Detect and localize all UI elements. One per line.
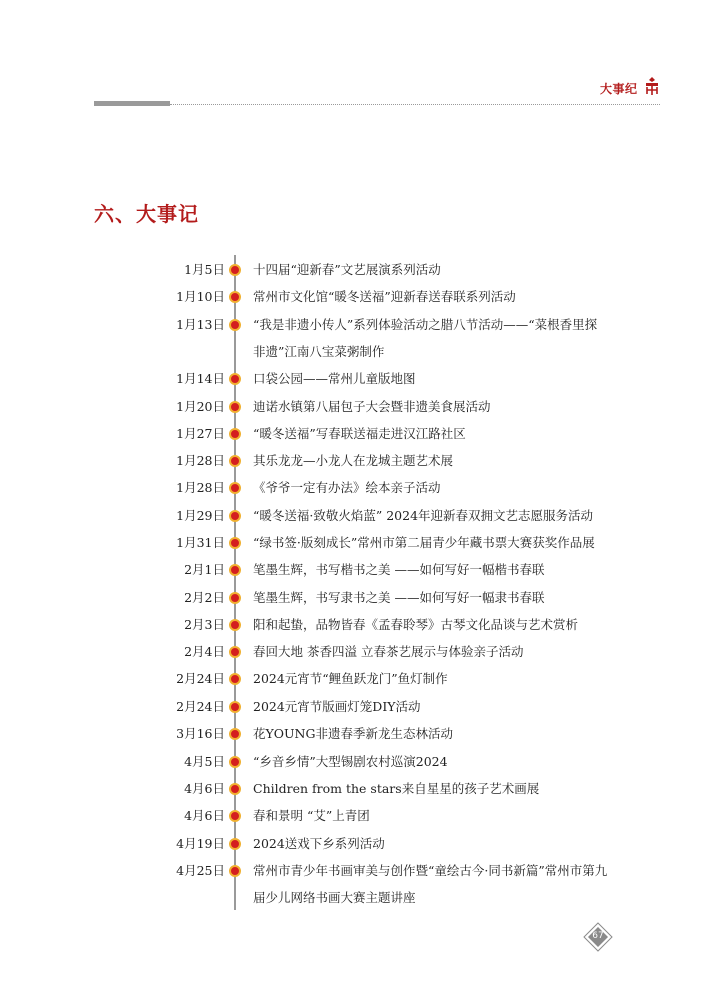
timeline-event: “我是非遗小传人”系列体验活动之腊八节活动——“菜根香里探非遗”江南八宝菜粥制作: [253, 317, 598, 359]
timeline-dot-icon: [229, 673, 241, 685]
timeline-dot-icon: [229, 646, 241, 658]
timeline-date: 3月16日: [176, 726, 225, 741]
timeline-event: “绿书签·版刻成长”常州市第二届青少年藏书票大赛获奖作品展: [253, 535, 595, 550]
timeline-dot-icon: [229, 783, 241, 795]
timeline-dot-icon: [229, 510, 241, 522]
timeline-dot-icon: [229, 482, 241, 494]
timeline-event: Children from the stars来自星星的孩子艺术画展: [253, 781, 540, 796]
timeline-date: 1月27日: [176, 426, 225, 441]
timeline-dot-icon: [229, 810, 241, 822]
section-title: 六、大事记: [94, 202, 199, 226]
timeline-date: 4月6日: [184, 808, 225, 823]
timeline-dot-icon: [229, 756, 241, 768]
timeline-event: 2024元宵节版画灯笼DIY活动: [253, 699, 421, 714]
timeline-event: “暖冬送福”写春联送福走进汉江路社区: [253, 426, 466, 441]
timeline-date: 1月13日: [176, 317, 225, 332]
timeline-dot-icon: [229, 701, 241, 713]
timeline-date: 1月10日: [176, 289, 225, 304]
timeline-dot-icon: [229, 373, 241, 385]
timeline-date: 1月5日: [184, 262, 225, 277]
timeline-date: 2月4日: [184, 644, 225, 659]
timeline-event: 常州市青少年书画审美与创作暨“童绘古今·同书新篇”常州市第九届少儿网络书画大赛主题讲座: [253, 863, 608, 905]
timeline-event: 口袋公园——常州儿童版地图: [253, 371, 416, 386]
timeline-date: 4月6日: [184, 781, 225, 796]
page-number: 67: [592, 931, 604, 941]
timeline-dot-icon: [229, 564, 241, 576]
timeline-event: “暖冬送福·致敬火焰蓝” 2024年迎新春双拥文艺志愿服务活动: [253, 508, 594, 523]
timeline-dot-icon: [229, 838, 241, 850]
timeline-event: 笔墨生辉，书写隶书之美 ——如何写好一幅隶书春联: [253, 590, 545, 605]
timeline-dot-icon: [229, 592, 241, 604]
timeline-event: 春回大地 茶香四溢 立春茶艺展示与体验亲子活动: [253, 644, 524, 659]
timeline-dot-icon: [229, 455, 241, 467]
timeline-dot-icon: [229, 264, 241, 276]
timeline-date: 1月28日: [176, 453, 225, 468]
timeline-date: 1月28日: [176, 480, 225, 495]
timeline-date: 4月25日: [176, 863, 225, 878]
timeline-event: 常州市文化馆“暖冬送福”迎新春送春联系列活动: [253, 289, 516, 304]
timeline-dot-icon: [229, 619, 241, 631]
timeline-date: 1月14日: [176, 371, 225, 386]
timeline-date: 2月2日: [184, 590, 225, 605]
timeline-event: 阳和起蛰，品物皆春《孟春聆琴》古琴文化品谈与艺术赏析: [253, 617, 579, 632]
timeline-event: 笔墨生辉，书写楷书之美 ——如何写好一幅楷书春联: [253, 562, 545, 577]
timeline-event: 春和景明 “艾”上青团: [253, 808, 370, 823]
timeline-event: 2024元宵节“鲤鱼跃龙门”鱼灯制作: [253, 671, 448, 686]
timeline-date: 4月5日: [184, 754, 225, 769]
timeline-date: 2月3日: [184, 617, 225, 632]
timeline-dot-icon: [229, 865, 241, 877]
timeline-date: 2月24日: [176, 671, 225, 686]
timeline-event: 十四届“迎新春”文艺展演系列活动: [253, 262, 441, 277]
timeline-dot-icon: [229, 428, 241, 440]
timeline-event: 其乐龙龙—小龙人在龙城主题艺术展: [253, 453, 454, 468]
timeline-date: 1月29日: [176, 508, 225, 523]
header-title: 大事纪: [600, 82, 638, 96]
timeline-event: 2024送戏下乡系列活动: [253, 836, 385, 851]
timeline-date: 1月31日: [176, 535, 225, 550]
timeline-dot-icon: [229, 319, 241, 331]
timeline-date: 4月19日: [176, 836, 225, 851]
timeline-dot-icon: [229, 401, 241, 413]
timeline-dot-icon: [229, 537, 241, 549]
timeline-date: 1月20日: [176, 399, 225, 414]
timeline-dot-icon: [229, 291, 241, 303]
timeline-event: “乡音乡情”大型锡剧农村巡演2024: [253, 754, 448, 769]
timeline-date: 2月24日: [176, 699, 225, 714]
timeline-dot-icon: [229, 728, 241, 740]
timeline-date: 2月1日: [184, 562, 225, 577]
timeline-event: 迪诺水镇第八届包子大会暨非遗美食展活动: [253, 399, 491, 414]
timeline-event: 《爷爷一定有办法》绘本亲子活动: [253, 480, 441, 495]
timeline-event: 花YOUNG非遗春季新龙生态林活动: [253, 726, 453, 741]
